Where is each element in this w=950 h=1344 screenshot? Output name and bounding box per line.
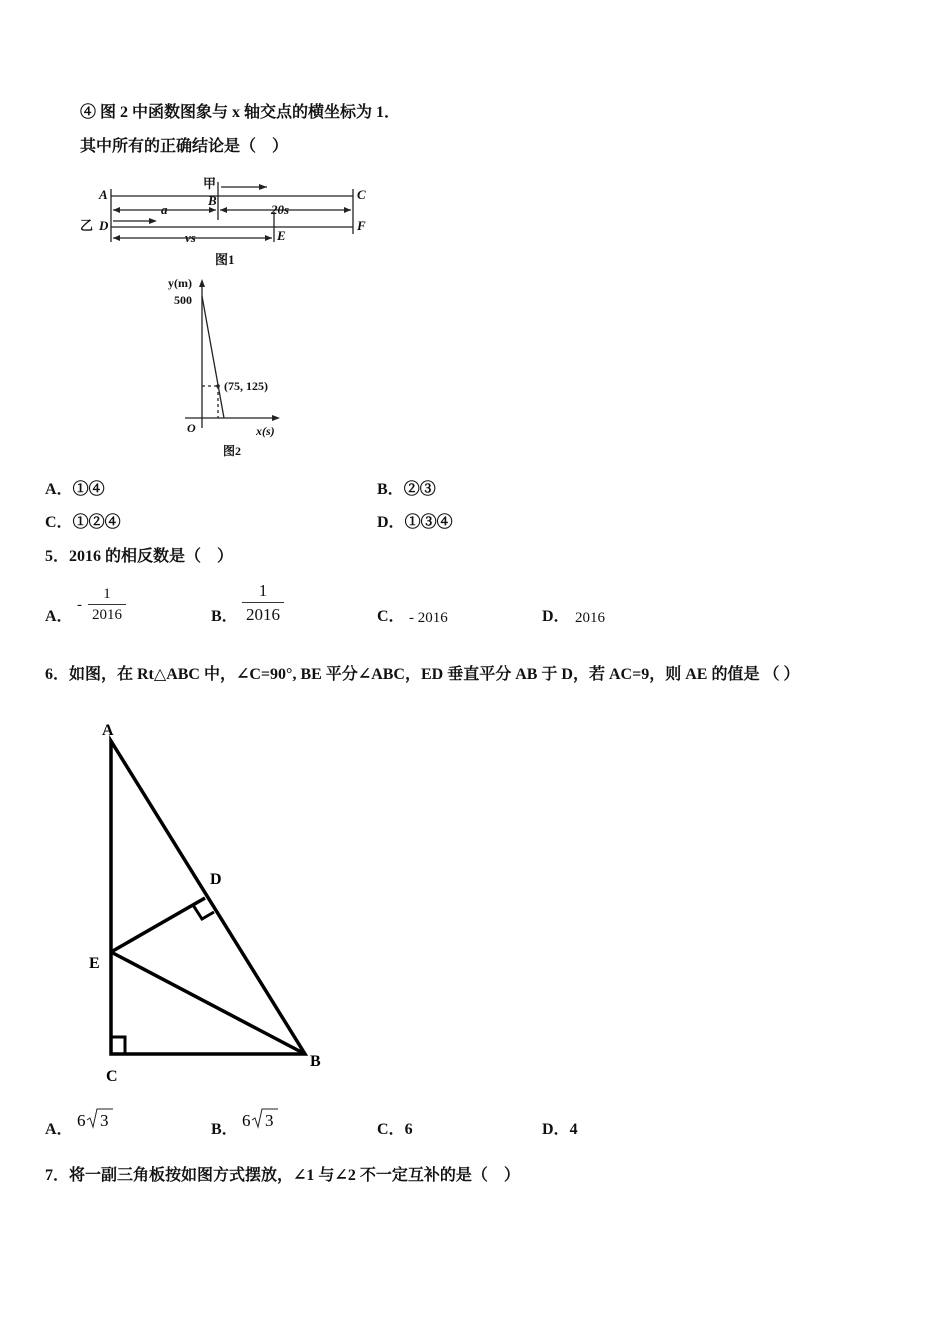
q4-option-a[interactable] bbox=[45, 480, 105, 500]
fraction-denominator: 2016 bbox=[92, 607, 122, 623]
q5-option-c[interactable] bbox=[377, 607, 405, 627]
q5-option-a[interactable] bbox=[45, 607, 73, 627]
fig1-label-b: B bbox=[208, 193, 217, 208]
fraction-numerator: 1 bbox=[258, 581, 268, 600]
option-text: 6 bbox=[404, 1121, 413, 1138]
q5-option-d[interactable] bbox=[542, 607, 570, 627]
fig2-x-label: x(s) bbox=[256, 424, 275, 438]
fig2-y-value: 500 bbox=[174, 293, 192, 307]
fraction-numerator: 1 bbox=[103, 586, 111, 602]
option-letter: B． bbox=[377, 481, 404, 498]
q7-question: 7．将一副三角板按如图方式摆放，∠1 与∠2 不一定互补的是（ ） bbox=[45, 1167, 520, 1184]
option-letter: C． bbox=[377, 1121, 405, 1138]
q5-a-sign: - bbox=[77, 597, 82, 613]
triangle-label-b: B bbox=[310, 1053, 321, 1070]
fraction-bar bbox=[242, 602, 284, 603]
radical-coefficient: 6 bbox=[242, 1111, 251, 1130]
fig1-label-jia: 甲 bbox=[203, 176, 217, 191]
q4-figure-2 bbox=[160, 275, 310, 465]
option-letter: B． bbox=[211, 608, 238, 625]
q6-a-radical bbox=[77, 1106, 117, 1132]
option-text: 4 bbox=[569, 1121, 578, 1138]
fig1-seg-20s: 20s bbox=[271, 202, 290, 217]
fig1-label-c: C bbox=[357, 187, 366, 202]
option-letter: D． bbox=[542, 1121, 570, 1138]
q6-option-a[interactable] bbox=[45, 1120, 73, 1140]
option-letter: A． bbox=[45, 481, 73, 498]
q5-a-fraction bbox=[88, 585, 126, 624]
option-text: ②③ bbox=[403, 481, 436, 498]
q6-triangle-figure bbox=[85, 715, 335, 1095]
q5-option-b[interactable] bbox=[211, 607, 238, 627]
option-text: ①④ bbox=[72, 481, 105, 498]
option-text: ①③④ bbox=[404, 514, 453, 531]
fig2-caption: 图2 bbox=[223, 444, 242, 458]
fig1-label-a: A bbox=[99, 187, 108, 202]
triangle-label-a: A bbox=[102, 722, 114, 739]
radical-radicand: 3 bbox=[265, 1111, 274, 1130]
q6-option-d[interactable] bbox=[542, 1120, 578, 1140]
option-letter: B． bbox=[211, 1121, 238, 1138]
q4-figure-1 bbox=[75, 172, 375, 272]
triangle-label-c: C bbox=[106, 1068, 118, 1085]
fig1-label-d: D bbox=[99, 218, 109, 233]
option-text: ①②④ bbox=[72, 514, 121, 531]
q4-statement-4: ④ 图 2 中函数图象与 x 轴交点的横坐标为 1． bbox=[80, 104, 401, 121]
radical-radicand: 3 bbox=[100, 1111, 109, 1130]
q5-b-fraction bbox=[242, 580, 284, 625]
q4-option-c[interactable] bbox=[45, 513, 121, 533]
fraction-bar bbox=[88, 604, 126, 605]
option-letter: C． bbox=[377, 608, 405, 625]
fig2-point-label: (75, 125) bbox=[224, 379, 268, 393]
q6-option-b[interactable] bbox=[211, 1120, 238, 1140]
fig1-seg-a: a bbox=[161, 202, 168, 217]
q6-option-c[interactable] bbox=[377, 1120, 413, 1140]
radical-coefficient: 6 bbox=[77, 1111, 86, 1130]
fraction-denominator: 2016 bbox=[246, 605, 280, 624]
q5-question: 5．2016 的相反数是（ ） bbox=[45, 548, 234, 565]
option-letter: D． bbox=[542, 608, 570, 625]
q5-c-value: - 2016 bbox=[409, 610, 448, 626]
q4-option-b[interactable] bbox=[377, 480, 436, 500]
q6-question: 6．如图，在 Rt△ABC 中，∠C=90°, BE 平分∠ABC，ED 垂直平分 AB 于 D，若 AC=9，则 AE 的值是 （ ） bbox=[45, 666, 800, 683]
q5-d-value: 2016 bbox=[575, 610, 605, 626]
triangle-label-e: E bbox=[89, 955, 100, 972]
option-letter: A． bbox=[45, 608, 73, 625]
fig1-label-f: F bbox=[357, 218, 366, 233]
q4-option-d[interactable] bbox=[377, 513, 453, 533]
fig2-y-label: y(m) bbox=[168, 276, 192, 290]
fig1-label-yi: 乙 bbox=[80, 218, 94, 233]
fig1-caption: 图1 bbox=[215, 252, 235, 267]
option-letter: A． bbox=[45, 1121, 73, 1138]
triangle-label-d: D bbox=[210, 871, 222, 888]
fig2-origin: O bbox=[187, 421, 196, 435]
option-letter: C． bbox=[45, 514, 73, 531]
option-letter: D． bbox=[377, 514, 405, 531]
q4-prompt: 其中所有的正确结论是（ ） bbox=[80, 138, 289, 155]
q6-b-radical bbox=[242, 1106, 282, 1132]
fig1-seg-vs: vs bbox=[185, 230, 196, 245]
fig1-label-e: E bbox=[277, 228, 286, 243]
